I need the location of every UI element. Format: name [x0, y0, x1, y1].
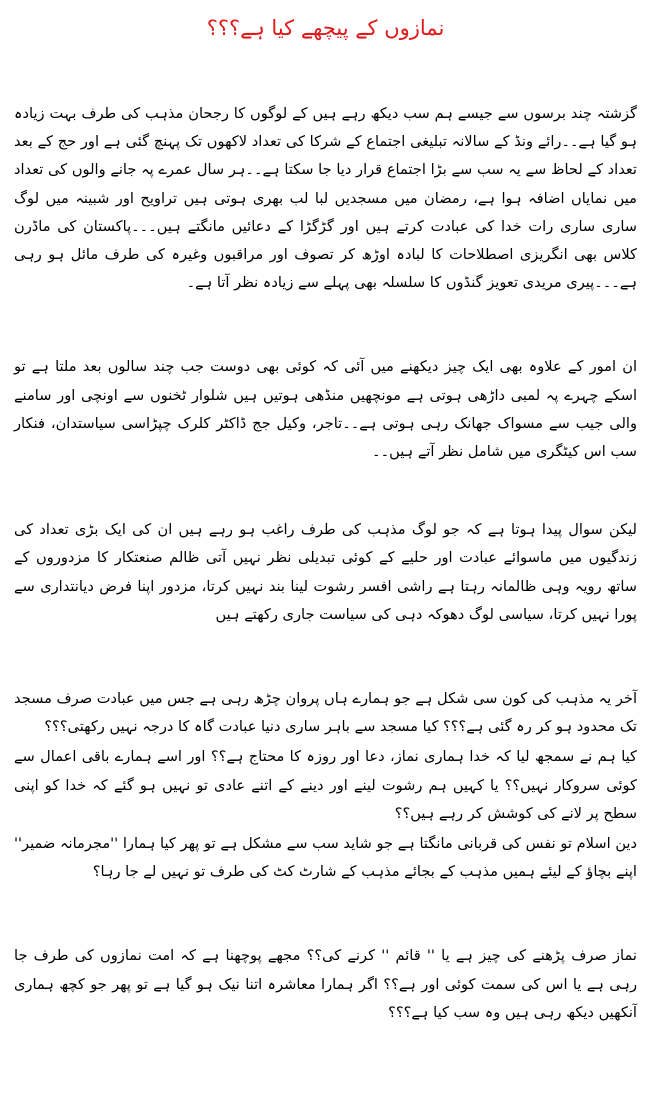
article-title: نمازوں کے پیچھے کیا ہے؟؟؟ — [206, 16, 445, 40]
paragraph-1: گزشتہ چند برسوں سے جیسے ہم سب دیکھ رہے ہیں کے لوگوں کا رجحان مذہب کی طرف بہت زیادہ ہو گیا ہے۔۔رائے ونڈ کے سالانہ تبلیغی اجتماع کے شرکا کی تعداد لاکھوں تک پہنچ گئی ہے اور حج کے بعد تعداد کے لحاظ سے یہ سب سے بڑا اجتماع قرار دیا جا سکتا ہے۔۔ہر سال عمرے پہ جانے والوں کی تعداد میں نمایاں اضافہ ہوا ہے، رمضان میں مسجدیں لبا لب بھری ہوتی ہیں تراویح اور شبینہ میں لوگ ساری ساری رات خدا کی عبادت کرتے ہیں اور گڑگڑا کے دعائیں مانگتے ہیں۔۔۔پاکستان کی ماڈرن کلاس بھی انگریزی اصطلاحات کا لبادہ اوڑھ کر تصوف اور مراقبوں وغیرہ کی طرف مائل ہو رہی ہے۔۔۔پیری مریدی تعویز گنڈوں کا سلسلہ بھی پہلے سے زیادہ نظر آتا ہے۔ — [14, 105, 637, 292]
paragraph-7: نماز صرف پڑھنے کی چیز ہے یا '' قائم '' کرنے کی؟؟ مجھے پوچھنا ہے کہ امت نمازوں کی طرف جا رہی ہے یا اس کی سمت کوئی اور ہے؟؟ اگر ہمارا معاشرہ اتنا نیک ہو گیا ہے تو پھر جو کچھ ہماری آنکھیں دیکھ رہی ہیں وہ سب کیا ہے؟؟؟ — [14, 947, 637, 1021]
paragraph-3: لیکن سوال پیدا ہوتا ہے کہ جو لوگ مذہب کی طرف راغب ہو رہے ہیں ان کی ایک بڑی تعداد کی زندگیوں میں ماسوائے عبادت اور حلیے کے کوئی تبدیلی نظر نہیں آتی ظالم صنعتکار کا مزدوروں کے ساتھ رویہ وہی ظالمانہ رہتا ہے راشی افسر رشوت لینا بند نہیں کرتا، مزدور اپنا فرض دیانتداری سے پورا نہیں کرتا، سیاسی لوگ دھوکہ دہی کی سیاست جاری رکھتے ہیں — [14, 521, 637, 623]
paragraph-4: آخر یہ مذہب کی کون سی شکل ہے جو ہمارے ہاں پروان چڑھ رہی ہے جس میں عبادت صرف مسجد تک محدود ہو کر رہ گئی ہے؟؟؟ کیا مسجد سے باہر ساری دنیا عبادت گاہ کا درجہ نہیں رکھتی؟؟؟ — [14, 690, 637, 736]
paragraph-2: ان امور کے علاوہ بھی ایک چیز دیکھنے میں آئی کہ کوئی بھی دوست جب چند سالوں بعد ملتا ہے تو اسکے چہرے پہ لمبی داڑھی ہوتی ہے مونچھیں منڈھی ہوتیں ہیں شلوار ٹخنوں سے اونچی اور سامنے والی جیب سے مسواک جھانک رہی ہوتی ہے۔۔تاجر، وکیل جج ڈاکٹر کلرک چپڑاسی سیاستدان، فنکار سب اس کیٹگری میں شامل نظر آتے ہیں۔۔ — [14, 358, 637, 461]
paragraph-5: کیا ہم نے سمجھ لیا کہ خدا ہماری نماز، دعا اور روزہ کا محتاج ہے؟؟ اور اسے ہمارے باقی اعمال سے کوئی سروکار نہیں؟؟ یا کہیں ہم رشوت لینے اور دینے کے اتنے عادی تو نہیں ہو گئے کہ خدا کو اپنی سطح پر لانے کی کوشش کر رہے ہیں؟؟ — [14, 748, 637, 822]
article-body — [14, 100, 637, 1027]
paragraph-6: دین اسلام تو نفس کی قربانی مانگتا ہے جو شاید سب سے مشکل ہے تو پھر کیا ہمارا ''مجرمانہ ضمیر'' اپنے بچاؤ کے لیئے ہمیں مذہب کے بجائے مذہب کے شارٹ کٹ کی طرف تو نہیں لے جا رہا؟ — [14, 835, 637, 881]
